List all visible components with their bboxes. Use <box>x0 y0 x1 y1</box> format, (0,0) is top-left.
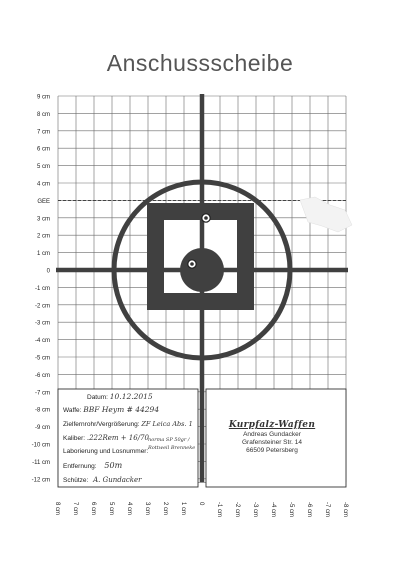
laborierung-label: Laborierung und Losnummer: <box>63 448 149 455</box>
x-axis-label: -7 cm <box>324 502 330 517</box>
stamp-line3: 66509 Petersberg <box>246 447 298 454</box>
form-box <box>58 389 198 487</box>
x-axis-label: 5 cm <box>108 502 114 516</box>
schuetze-row <box>63 473 142 488</box>
x-axis-label: 6 cm <box>90 502 96 516</box>
x-axis-label: -3 cm <box>252 502 258 517</box>
y-axis-label: 9 cm <box>36 94 50 101</box>
x-axis-label: -6 cm <box>306 502 312 517</box>
bullet-hole-center <box>204 216 208 220</box>
x-axis-label: 3 cm <box>144 502 150 516</box>
datum-value: 10.12.2015 <box>109 392 153 401</box>
y-axis-label: -10 cm <box>31 442 50 449</box>
page-title: Anschussscheibe <box>106 50 294 76</box>
x-axis-label: -8 cm <box>342 502 348 517</box>
kaliber-label: Kaliber: <box>63 435 86 442</box>
y-axis-label: -2 cm <box>35 303 50 310</box>
stamp-line1: Andreas Gundacker <box>243 431 301 438</box>
x-axis-label: 1 cm <box>180 502 186 516</box>
y-axis-label: 7 cm <box>36 129 50 136</box>
x-axis-label: 4 cm <box>126 502 132 516</box>
x-axis-label: 2 cm <box>162 502 168 516</box>
y-axis-label: -1 cm <box>35 285 50 292</box>
y-axis-label: 2 cm <box>36 233 50 240</box>
entfernung-value: 50m <box>104 461 123 470</box>
schuetze-label: Schütze: <box>63 477 89 484</box>
y-axis-label: 3 cm <box>36 216 50 223</box>
y-axis-label: -8 cm <box>35 407 50 414</box>
x-axis-labels <box>54 502 348 517</box>
x-axis-label: -2 cm <box>234 502 240 517</box>
torn-paper-spot <box>300 197 352 232</box>
zielfernrohr-value: ZF Leica Abs. 1 <box>141 420 193 428</box>
zielfernrohr-row <box>63 417 193 432</box>
kaliber-value: .222Rem + 16/70 <box>86 434 149 442</box>
y-axis-label: -11 cm <box>32 459 50 466</box>
y-axis-label: 6 cm <box>36 146 50 153</box>
bullet-hole-center <box>190 262 194 266</box>
y-axis-label: 4 cm <box>36 181 50 188</box>
entfernung-label: Entfernung: <box>63 463 97 470</box>
schuetze-value: A. Gundacker <box>93 476 142 484</box>
y-axis-label: -5 cm <box>35 355 50 362</box>
y-axis-label: 8 cm <box>36 111 50 118</box>
y-axis-label: -4 cm <box>35 338 50 345</box>
datum-label: Datum: <box>87 394 108 401</box>
x-axis-label: -4 cm <box>270 502 276 517</box>
waffe-value: BBF Heym # 44294 <box>83 405 160 414</box>
y-axis-label: 5 cm <box>36 164 50 171</box>
laborierung-value: norma SP 50gr / Rottweil Brenneke <box>148 437 196 451</box>
x-axis-label: 0 <box>198 502 204 506</box>
y-axis-labels <box>32 95 51 484</box>
kaliber-row <box>63 431 149 446</box>
y-axis-label: -9 cm <box>35 425 50 432</box>
entfernung-row <box>63 459 122 474</box>
x-axis-label: -5 cm <box>288 502 294 517</box>
x-axis-label: 7 cm <box>72 502 78 516</box>
stamp-brand: Kurpfalz-Waffen <box>228 420 316 430</box>
y-axis-label: -6 cm <box>35 372 50 379</box>
dealer-stamp <box>222 420 322 455</box>
x-axis-label: -1 cm <box>216 502 222 517</box>
y-axis-label: -12 cm <box>31 477 50 484</box>
y-axis-label: -7 cm <box>35 390 50 397</box>
y-axis-label: GEE <box>37 198 50 205</box>
y-axis-label: 1 cm <box>36 251 50 258</box>
laborierung-row <box>63 445 148 459</box>
y-axis-label: -3 cm <box>35 320 50 327</box>
stamp-line2: Grafensteiner Str. 14 <box>242 439 302 446</box>
waffe-row <box>63 403 159 418</box>
x-axis-label: 8 cm <box>54 502 60 516</box>
waffe-label: Waffe: <box>63 407 82 414</box>
zielfernrohr-label: Zielfernrohr/Vergrößerung: <box>63 421 140 428</box>
y-axis-label: 0 <box>46 268 50 275</box>
